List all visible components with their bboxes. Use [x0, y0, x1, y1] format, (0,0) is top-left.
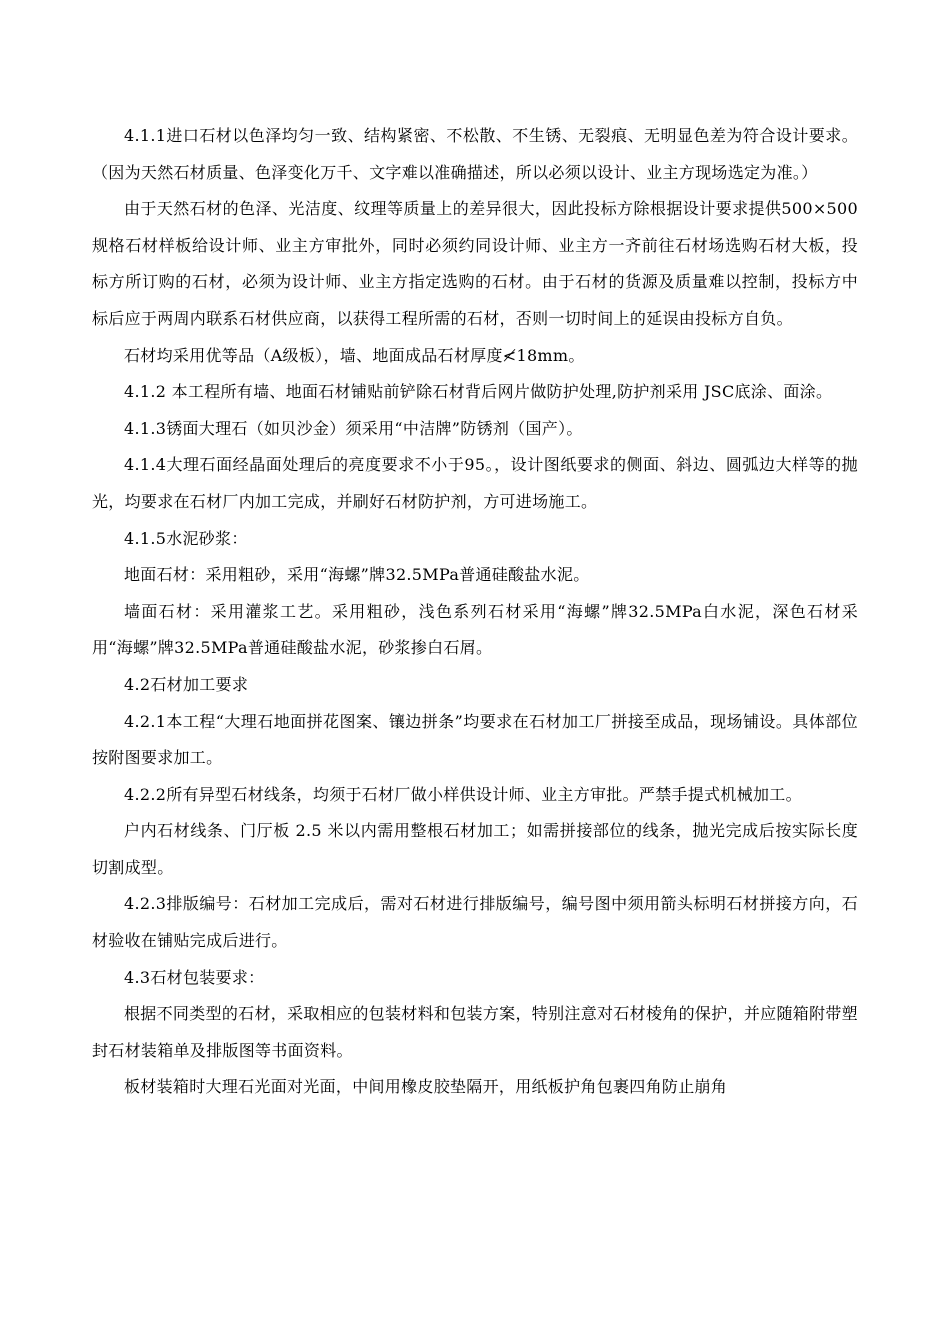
paragraph-wall-stone: 墙面石材：采用灌浆工艺。采用粗砂，浅色系列石材采用“海螺”牌32.5MPa白水泥，深色石材采用“海螺”牌32.5MPa普通硅酸盐水泥，砂浆掺白石屑。	[92, 601, 858, 658]
paragraph-indoor-lines: 户内石材线条、门厅板 2.5 米以内需用整根石材加工；如需拼接部位的线条，抛光完成后按实际长度切割成型。	[92, 821, 858, 877]
paragraph-4-2-1: 4.2.1本工程“大理石地面拼花图案、镶边拼条”均要求在石材加工厂拼接至成品，现场铺设。具体部位按附图要求加工。	[92, 711, 858, 768]
paragraph-boxing: 板材装箱时大理石光面对光面，中间用橡皮胶垫隔开，用纸板护角包裹四角防止崩角	[124, 1077, 728, 1097]
paragraph-4-2-2: 4.2.2所有异型石材线条，均须于石材厂做小样供设计师、业主方审批。严禁手提式机械加工。	[124, 784, 802, 804]
heading-4-2: 4.2石材加工要求	[124, 674, 249, 694]
paragraph-stone-grade: 石材均采用优等品（A级板），墙、地面成品石材厚度≮18mm。	[124, 345, 585, 365]
paragraph-sample-requirements: 由于天然石材的色泽、光洁度、纹理等质量上的差异很大，因此投标方除根据设计要求提供500×500规格石材样板给设计师、业主方审批外，同时必须约同设计师、业主方一齐前往石材场选购石材大板，投标方所订购的石材，必须为设计师、业主方指定选购的石材。由于石材的货源及质量难以控制，投标方中标后应于两周内联系石材供应商，以获得工程所需的石材，否则一切时间上的延误由投标方自负。	[92, 199, 858, 328]
paragraph-4-1-4: 4.1.4大理石面经晶面处理后的亮度要求不小于95。，设计图纸要求的侧面、斜边、圆弧边大样等的抛光，均要求在石材厂内加工完成，并刷好石材防护剂，方可进场施工。	[92, 455, 858, 511]
paragraph-floor-stone: 地面石材：采用粗砂，采用“海螺”牌32.5MPa普通硅酸盐水泥。	[124, 565, 590, 585]
paragraph-4-1-2: 4.1.2 本工程所有墙、地面石材铺贴前铲除石材背后网片做防护处理,防护剂采用 JSC底涂、面涂。	[124, 382, 833, 402]
paragraph-4-1-1: 4.1.1进口石材以色泽均匀一致、结构紧密、不松散、不生锈、无裂痕、无明显色差为符合设计要求。（因为天然石材质量、色泽变化万千、文字难以准确描述，所以必须以设计、业主方现场选定为准。）	[92, 126, 858, 182]
paragraph-4-1-5: 4.1.5水泥砂浆：	[124, 528, 248, 548]
paragraph-packaging: 根据不同类型的石材，采取相应的包装材料和包装方案，特别注意对石材棱角的保护，并应随箱附带塑封石材装箱单及排版图等书面资料。	[92, 1004, 858, 1060]
paragraph-4-2-3: 4.2.3排版编号：石材加工完成后，需对石材进行排版编号，编号图中须用箭头标明石材拼接方向，石材验收在铺贴完成后进行。	[92, 894, 858, 951]
heading-4-3: 4.3石材包装要求：	[124, 967, 265, 987]
paragraph-4-1-3: 4.1.3锈面大理石（如贝沙金）须采用“中洁牌”防锈剂（国产）。	[124, 418, 583, 438]
